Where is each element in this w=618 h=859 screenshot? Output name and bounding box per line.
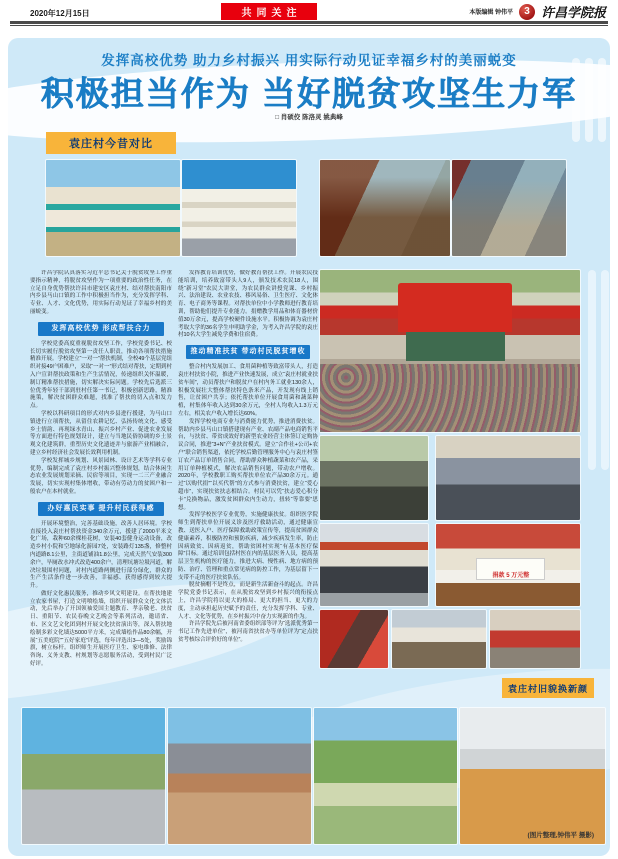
photo-garden-gazebo — [314, 708, 457, 844]
column-paragraph: 开展环境整治，完善基础设施，改善人居环境。学校直接投入袁庄村帮扶资金340余万元，援建了2000平米文化广场，栽种60余棵桂花树，安装40套健身运动设备，改造乡村小院和空地绿化游园7处，安装路灯135盏，修整村内道路8.1公里，主街道铺油1.8公里，完成天然气安装300余户，旱厕改水冲式改造400余户，清理坑塘垃圾河道，解决垃圾围村问题，对村内道路两侧进行部分绿化，群众的生产生活条件进一步改善，幸福感、获得感得到较大提升。 — [30, 520, 172, 590]
photo-old-school-building — [46, 160, 180, 256]
section-banner: 共同关注 — [221, 3, 317, 20]
column-paragraph: 许昌学院先后被河南省委组织部等评为“选派优秀第一书记工作先进单位”，被河南省扶贫办等单位评为“定点扶贫考核综合评价好的单位”。 — [178, 621, 318, 644]
photo-credit: (图片整理,钟伟平 摄影) — [527, 832, 594, 839]
photo-donation-sign — [436, 524, 580, 606]
photo-old-dirt-alley — [320, 160, 450, 256]
byline: □ 肖硕佼 陈洛灵 姚典峰 — [275, 114, 343, 121]
photo-village-stage-aerial — [320, 270, 580, 432]
article-column-right — [178, 270, 318, 704]
donation-sign: 捐款 5 万元整 — [476, 558, 545, 579]
photo-paper-cutting — [320, 610, 388, 668]
label-then-and-now: 袁庄村今昔对比 — [46, 132, 176, 154]
header-right — [469, 2, 606, 21]
content-panel — [8, 38, 610, 856]
column-paragraph: 整合村内发展加工、食用菌种植等致富带头人，打造袁庄村扶贫小院，推进产业快速发展，成立“袁庄村就业扶贫车间”，动员帮扶户和脱贫户在村内务工就业130余人，积极发展壮大整体帮扶特色条米产品，开发现有线上销售，让贫困户共享；依托帮扶单位开展食用菌和蔬菜种植，村集体年收入达到30余万元，全村人均收入1.3万元左右，相关农户收入增长达60%。 — [178, 364, 318, 417]
photo-new-paved-alley — [452, 160, 566, 256]
main-headline: 积极担当作为 当好脱贫攻坚生力军 — [40, 75, 578, 112]
column-paragraph: 发挥教育培训优势，做好教育帮扶工作。开展农民技能培训，培养致富带头人9人，颁发技术农民18人，围绕“新习堂”农民大讲堂，为农民群众讲授党课、乡村振兴、法治建设、农业农技、移风易俗、卫生医疗、文化体育、电子商务等课程。对帮扶单位中小学教师进行教育培训，帮助他们提升专业能力。捐赠教学用品和体育器材价值30万余元，提高学校硬件设施水平。积极协调为袁庄村考取大学的36名学生申明助学金，为考入许昌学院的袁庄村10名大学生减免学费和住宿费。 — [178, 270, 318, 339]
photo-village-street — [22, 708, 165, 844]
label-new-look: 袁庄村旧貌换新颜 — [502, 678, 594, 698]
column-paragraph: 做好文化惠民服务，推动乡风文明建设。在帮扶地建立农家书屋，打造文明喷绘墙，组织开展群众文化文体活动，先后举办了开国领袖爱国主题教育、孝亲敬老、扶贫日、重阳节、农民春晚文艺晚会等系列活动，邀请省、市、区文艺文化团到村开展文化扶贫演出等，深入帮扶地绘制多彩文化墙达5000平方米，完成墙绘作品80余幅，开展“五美庭院”“五好家庭”评选，每年评选出3—5处，奖励锦旗，树立标杆。组织师生开展医疗卫生、家电维修、法律咨询、义务支教、村规划等志愿服务活动，受到村民广泛好评。 — [30, 590, 172, 668]
column-subhead: 推动精准扶贫 带动村民脱贫增收 — [186, 345, 310, 359]
photo-officials-courtyard — [320, 524, 428, 606]
article-column-left — [30, 270, 172, 704]
column-subhead: 办好惠民实事 提升村民获得感 — [38, 502, 164, 516]
column-paragraph: 学校发挥城乡规划、风景园林、设计艺术等学科专业优势，编制完成了袁庄村乡村振兴整体规划，结合休闲生态农业发展规划采摘、民宿等项目，实现一二三产业融合发展，切实实现村集体增收，带动有劳动力的贫困户和一般农户在本村就业。 — [30, 457, 172, 495]
column-paragraph: 脱贫摘帽不是终点，而是新生活新奋斗的起点。许昌学院党委书记表示，在从脱贫攻坚到乡村振兴的衔接点上，许昌学院将以更大的格局、更大的担当、更大的力度，主动承担起历史赋予的责任，充分发挥学科、专业、人才、文化等优势，在乡村振兴中奋力实现新的作为。 — [178, 582, 318, 620]
headline-kicker: 发挥高校优势 助力乡村振兴 用实际行动见证幸福乡村的美丽蜕变 — [101, 53, 517, 68]
photo-group-walking — [436, 436, 580, 520]
column-paragraph: 发挥学校电商专业与消费能力优势，推进消费扶贫。帮助内乡县马山口镇搭建现有产业、农副产品电商销售平台，与扶贫、带贫成效好的新型农业经营主体签订定购协议合同，推进“3+N”产业扶贫模式。建立“合作社+公司+农户”联合销售渠道，依托学校后勤管理服务中心与袁庄村签订农产品订单销售合同，帮助群众种植蔬菜和农产品，采用订单种植模式，解决农品销售问题，带动农户增收。2020年，学校教职工购买帮扶单位农产品30余万元。通过“以购代捐”“以买代帮”的方式参与消费扶贫，建立“爱心超市”，实现扶贫扶志相结合。村民可以凭“扶志爱心积分卡”兑换物品，激发贫困群众内生动力，扭转“等靠要”思想。 — [178, 418, 318, 511]
column-subhead: 发挥高校优势 形成帮扶合力 — [38, 322, 164, 336]
masthead-title: 许昌学院报 — [540, 6, 606, 21]
decorative-stripes — [588, 270, 609, 470]
photo-volunteers-table — [490, 610, 580, 668]
page-number-badge: 3 — [519, 4, 535, 20]
photo-brick-houses-corridor — [168, 708, 311, 844]
photo-new-school-building — [182, 160, 296, 256]
crowd-area — [320, 364, 580, 432]
column-paragraph: 发挥学校医学专业优势，实施健康扶贫。组织医学院师生到帮扶单位开展义诊及医疗救助活动，通过健康宣教、送医入户、医疗保障救助政策宣传等，提高贫困群众健康素养，积极防控和预防疾病，减少疾病发生率，防止因病致贫、因病返贫，帮助贫困村实现“有基本医疗保障”目标。通过培训包括村医在内的基层医务人员，提高基层卫生机构的医疗能力，推进大病、慢性病、地方病的预防、治疗、管理和重点常见病的防控工作，为基层留下一支带不走的医疗扶贫队伍。 — [178, 512, 318, 581]
page-date: 2020年12月15日 — [30, 9, 90, 18]
photo-students-visit — [320, 436, 428, 520]
column-paragraph: 学校以科研项目的形式对内乡县进行援建，为马山口镇进行立项帮扶，从留住农耕记忆、弘扬传统文化、感受乡土情韵、再现绿水青山、振兴乡村产业、促进农业发展等方面进行特色规划设计，建立与当地民俗协调的乡土景观文化建筑群，重塑历史文化遗迹并与旅游产业相融合，建立乡村经济社会发展长效利用机制。 — [30, 410, 172, 456]
photo-medical-clinic — [392, 610, 486, 668]
stage-backdrop — [406, 332, 505, 361]
column-paragraph: 许昌学院认真落实习近平总书记关于脱贫攻坚工作重要指示精神，将脱贫攻坚作为一项重要的政治性任务，在立足自身优势帮扶许昌市建安区袁庄村、结对帮扶南阳市内乡县马山口镇的工作中积极担当作为，充分发挥学科、专业、人才、文化优势，用实际行动见证了幸福乡村的美丽蜕变。 — [30, 270, 172, 315]
column-paragraph: 学校党委高度重视脱贫攻坚工作，学校党委书记、校长切实履行脱贫攻坚第一责任人职责，推动各项帮扶措施精准开展。学校建立“一对一”帮扶机制，全校49个基层党组织对接49户困难户，采取“一对一”形式结对帮扶，定期到村入户宣讲帮扶政策和生产生活情况，传递组织关怀温暖，制订精准帮扶措施，切实解决实际问题。学校先后选派三位优秀年轻干部到驻村任第一书记，积极创新思路，精准施策，解决贫困群众难题，找准了帮扶的切入点和发力点。 — [30, 340, 172, 410]
editor-credit: 本版编辑 钟伟平 — [469, 10, 513, 16]
stage-canopy — [398, 283, 512, 332]
header-rule — [10, 21, 608, 26]
photo-reading-room — [460, 708, 605, 844]
